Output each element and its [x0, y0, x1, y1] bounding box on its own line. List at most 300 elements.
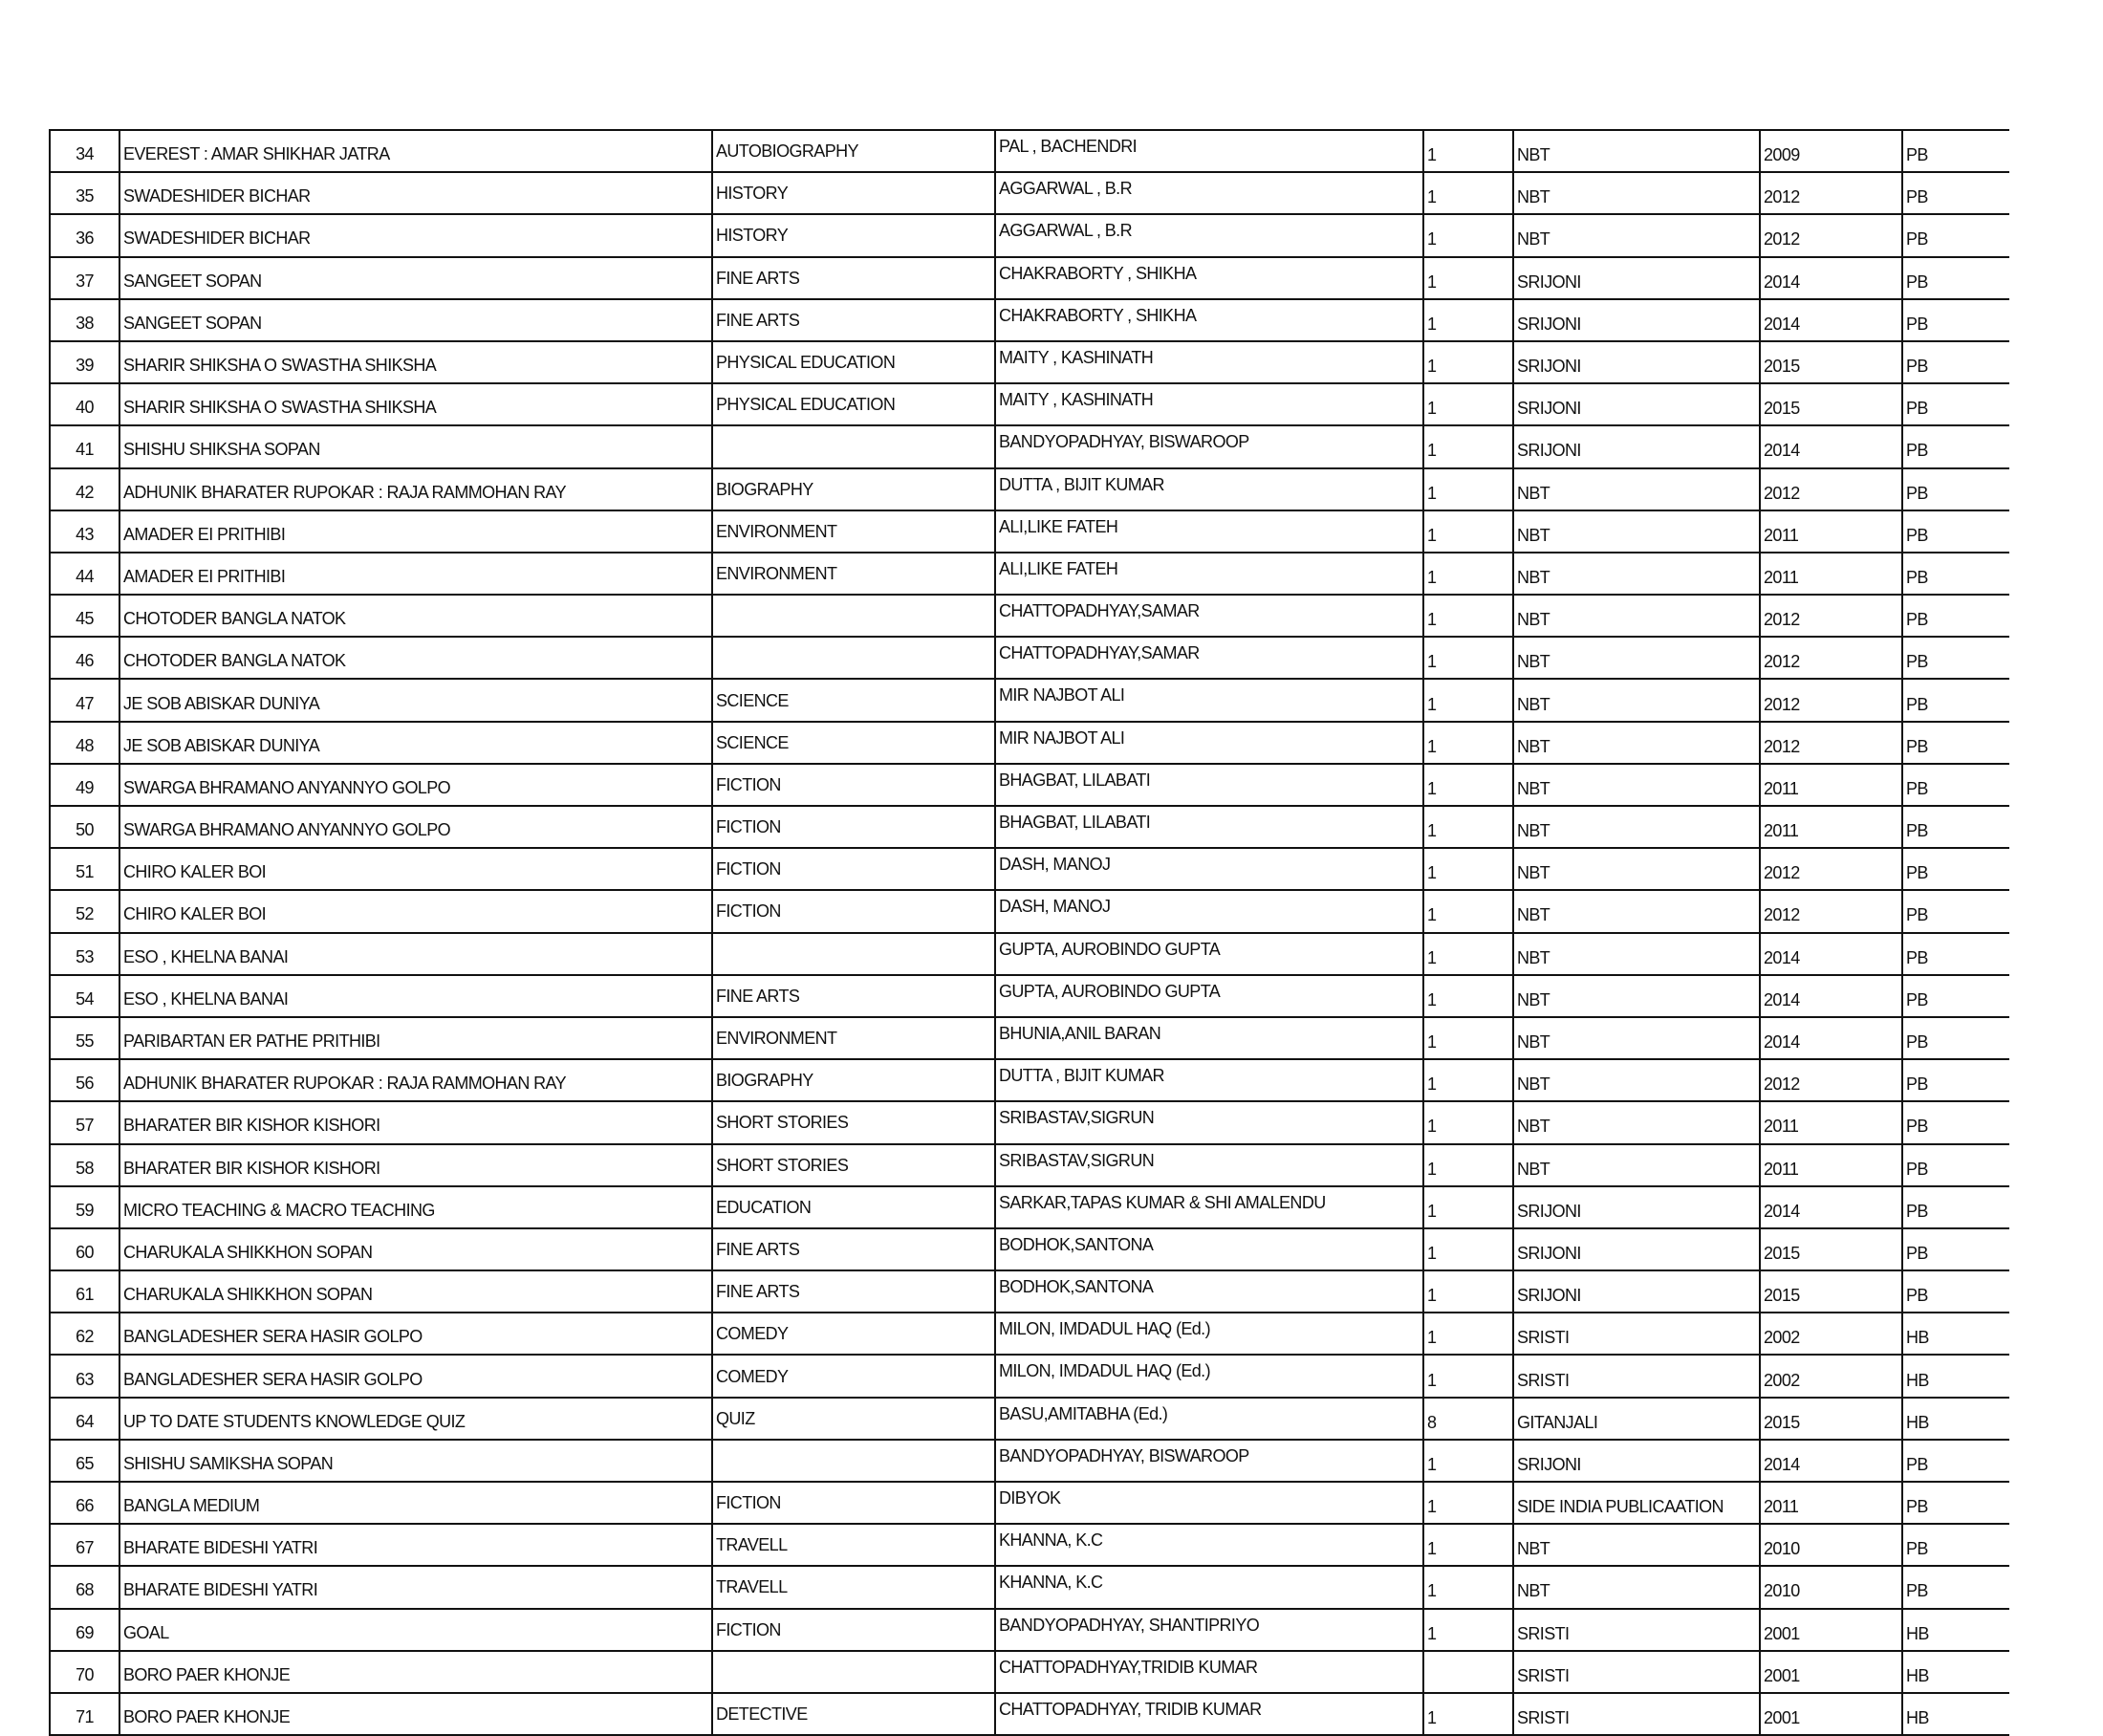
table-row — [50, 1144, 2009, 1186]
publisher-cell: NBT — [1513, 1101, 1760, 1143]
quantity-cell: 1 — [1423, 510, 1513, 553]
category-cell: PHYSICAL EDUCATION — [712, 341, 995, 383]
title-cell: BORO PAER KHONJE — [119, 1693, 712, 1735]
publisher-cell: NBT — [1513, 1059, 1760, 1101]
quantity-cell: 1 — [1423, 383, 1513, 425]
binding-cell: PB — [1902, 510, 2009, 553]
serial-number-cell: 47 — [50, 679, 119, 721]
publisher-cell: NBT — [1513, 595, 1760, 637]
author-cell: BHAGBAT, LILABATI — [995, 764, 1423, 806]
table-row — [50, 679, 2009, 721]
title-cell: ESO , KHELNA BANAI — [119, 975, 712, 1017]
category-cell: FICTION — [712, 848, 995, 890]
table-row — [50, 1017, 2009, 1059]
quantity-cell: 1 — [1423, 1144, 1513, 1186]
year-cell: 2014 — [1760, 1440, 1902, 1482]
author-cell: DUTTA , BIJIT KUMAR — [995, 468, 1423, 510]
serial-number-cell: 56 — [50, 1059, 119, 1101]
publisher-cell: SRIJONI — [1513, 383, 1760, 425]
table-row — [50, 1524, 2009, 1566]
author-cell: MAITY , KASHINATH — [995, 383, 1423, 425]
year-cell: 2014 — [1760, 933, 1902, 975]
title-cell: BHARATE BIDESHI YATRI — [119, 1566, 712, 1608]
year-cell: 2011 — [1760, 1482, 1902, 1524]
quantity-cell: 1 — [1423, 679, 1513, 721]
title-cell: BHARATE BIDESHI YATRI — [119, 1524, 712, 1566]
binding-cell: PB — [1902, 1186, 2009, 1228]
author-cell: MIR NAJBOT ALI — [995, 722, 1423, 764]
table-row — [50, 553, 2009, 595]
year-cell: 2012 — [1760, 637, 1902, 679]
publisher-cell: SRISTI — [1513, 1609, 1760, 1651]
title-cell: BANGLA MEDIUM — [119, 1482, 712, 1524]
publisher-cell: NBT — [1513, 510, 1760, 553]
quantity-cell: 1 — [1423, 1524, 1513, 1566]
publisher-cell: NBT — [1513, 172, 1760, 214]
category-cell: DETECTIVE — [712, 1693, 995, 1735]
quantity-cell: 1 — [1423, 1440, 1513, 1482]
year-cell: 2010 — [1760, 1566, 1902, 1608]
table-row — [50, 1482, 2009, 1524]
publisher-cell: SIDE INDIA PUBLICAATION — [1513, 1482, 1760, 1524]
category-cell: COMEDY — [712, 1355, 995, 1397]
author-cell: MILON, IMDADUL HAQ (Ed.) — [995, 1355, 1423, 1397]
quantity-cell: 1 — [1423, 595, 1513, 637]
year-cell: 2001 — [1760, 1651, 1902, 1693]
category-cell: FINE ARTS — [712, 1270, 995, 1313]
year-cell: 2001 — [1760, 1609, 1902, 1651]
publisher-cell: SRISTI — [1513, 1651, 1760, 1693]
serial-number-cell: 45 — [50, 595, 119, 637]
serial-number-cell: 52 — [50, 890, 119, 932]
publisher-cell: SRIJONI — [1513, 1186, 1760, 1228]
quantity-cell: 1 — [1423, 1101, 1513, 1143]
title-cell: SWADESHIDER BICHAR — [119, 172, 712, 214]
publisher-cell: NBT — [1513, 806, 1760, 848]
binding-cell: PB — [1902, 806, 2009, 848]
author-cell: SRIBASTAV,SIGRUN — [995, 1144, 1423, 1186]
publisher-cell: NBT — [1513, 1017, 1760, 1059]
quantity-cell: 1 — [1423, 1693, 1513, 1735]
publisher-cell: NBT — [1513, 890, 1760, 932]
table-row — [50, 806, 2009, 848]
table-row — [50, 214, 2009, 256]
category-cell: HISTORY — [712, 214, 995, 256]
binding-cell: PB — [1902, 257, 2009, 299]
category-cell: SHORT STORIES — [712, 1101, 995, 1143]
binding-cell: PB — [1902, 1440, 2009, 1482]
year-cell: 2015 — [1760, 383, 1902, 425]
author-cell: SARKAR,TAPAS KUMAR & SHI AMALENDU — [995, 1186, 1423, 1228]
quantity-cell: 1 — [1423, 890, 1513, 932]
quantity-cell: 1 — [1423, 975, 1513, 1017]
author-cell: CHATTOPADHYAY,SAMAR — [995, 637, 1423, 679]
category-cell: AUTOBIOGRAPHY — [712, 130, 995, 172]
serial-number-cell: 68 — [50, 1566, 119, 1608]
title-cell: SANGEET SOPAN — [119, 299, 712, 341]
year-cell: 2011 — [1760, 553, 1902, 595]
binding-cell: PB — [1902, 679, 2009, 721]
author-cell: DUTTA , BIJIT KUMAR — [995, 1059, 1423, 1101]
year-cell: 2011 — [1760, 510, 1902, 553]
title-cell: AMADER EI PRITHIBI — [119, 553, 712, 595]
table-body — [50, 130, 2009, 1735]
binding-cell: PB — [1902, 214, 2009, 256]
binding-cell: HB — [1902, 1693, 2009, 1735]
binding-cell: PB — [1902, 425, 2009, 467]
quantity-cell: 1 — [1423, 1059, 1513, 1101]
table-row — [50, 1440, 2009, 1482]
binding-cell: PB — [1902, 1270, 2009, 1313]
binding-cell: PB — [1902, 1228, 2009, 1270]
serial-number-cell: 44 — [50, 553, 119, 595]
year-cell: 2002 — [1760, 1355, 1902, 1397]
year-cell: 2014 — [1760, 257, 1902, 299]
year-cell: 2012 — [1760, 679, 1902, 721]
year-cell: 2012 — [1760, 848, 1902, 890]
table-row — [50, 1693, 2009, 1735]
table-row — [50, 890, 2009, 932]
table-row — [50, 1398, 2009, 1440]
publisher-cell: SRIJONI — [1513, 1440, 1760, 1482]
author-cell: MIR NAJBOT ALI — [995, 679, 1423, 721]
binding-cell: PB — [1902, 975, 2009, 1017]
year-cell: 2009 — [1760, 130, 1902, 172]
quantity-cell: 1 — [1423, 425, 1513, 467]
table-row — [50, 1270, 2009, 1313]
title-cell: SWARGA BHRAMANO ANYANNYO GOLPO — [119, 764, 712, 806]
quantity-cell: 1 — [1423, 468, 1513, 510]
table-row — [50, 1228, 2009, 1270]
year-cell: 2014 — [1760, 1186, 1902, 1228]
binding-cell: PB — [1902, 172, 2009, 214]
table-row — [50, 468, 2009, 510]
author-cell: MAITY , KASHINATH — [995, 341, 1423, 383]
serial-number-cell: 49 — [50, 764, 119, 806]
category-cell — [712, 595, 995, 637]
publisher-cell: NBT — [1513, 764, 1760, 806]
author-cell: KHANNA, K.C — [995, 1524, 1423, 1566]
publisher-cell: GITANJALI — [1513, 1398, 1760, 1440]
year-cell: 2014 — [1760, 975, 1902, 1017]
serial-number-cell: 35 — [50, 172, 119, 214]
author-cell: BODHOK,SANTONA — [995, 1228, 1423, 1270]
binding-cell: PB — [1902, 933, 2009, 975]
year-cell: 2010 — [1760, 1524, 1902, 1566]
author-cell: AGGARWAL , B.R — [995, 172, 1423, 214]
binding-cell: PB — [1902, 764, 2009, 806]
year-cell: 2012 — [1760, 722, 1902, 764]
author-cell: SRIBASTAV,SIGRUN — [995, 1101, 1423, 1143]
quantity-cell: 1 — [1423, 1482, 1513, 1524]
publisher-cell: SRIJONI — [1513, 341, 1760, 383]
table-row — [50, 1609, 2009, 1651]
table-row — [50, 1313, 2009, 1355]
publisher-cell: SRIJONI — [1513, 299, 1760, 341]
author-cell: PAL , BACHENDRI — [995, 130, 1423, 172]
table-row — [50, 1355, 2009, 1397]
serial-number-cell: 51 — [50, 848, 119, 890]
publisher-cell: SRISTI — [1513, 1355, 1760, 1397]
publisher-cell: NBT — [1513, 130, 1760, 172]
title-cell: BHARATER BIR KISHOR KISHORI — [119, 1144, 712, 1186]
title-cell: CHOTODER BANGLA NATOK — [119, 595, 712, 637]
binding-cell: HB — [1902, 1398, 2009, 1440]
category-cell: EDUCATION — [712, 1186, 995, 1228]
table-row — [50, 341, 2009, 383]
serial-number-cell: 64 — [50, 1398, 119, 1440]
year-cell: 2001 — [1760, 1693, 1902, 1735]
quantity-cell: 1 — [1423, 341, 1513, 383]
publisher-cell: SRISTI — [1513, 1693, 1760, 1735]
serial-number-cell: 58 — [50, 1144, 119, 1186]
author-cell: MILON, IMDADUL HAQ (Ed.) — [995, 1313, 1423, 1355]
table-row — [50, 637, 2009, 679]
binding-cell: PB — [1902, 1144, 2009, 1186]
title-cell: AMADER EI PRITHIBI — [119, 510, 712, 553]
title-cell: CHOTODER BANGLA NATOK — [119, 637, 712, 679]
publisher-cell: NBT — [1513, 848, 1760, 890]
binding-cell: PB — [1902, 890, 2009, 932]
binding-cell: PB — [1902, 1017, 2009, 1059]
serial-number-cell: 37 — [50, 257, 119, 299]
year-cell: 2012 — [1760, 1059, 1902, 1101]
quantity-cell: 1 — [1423, 1313, 1513, 1355]
publisher-cell: NBT — [1513, 933, 1760, 975]
year-cell: 2015 — [1760, 1398, 1902, 1440]
title-cell: JE SOB ABISKAR DUNIYA — [119, 722, 712, 764]
serial-number-cell: 48 — [50, 722, 119, 764]
table-row — [50, 130, 2009, 172]
title-cell: BORO PAER KHONJE — [119, 1651, 712, 1693]
year-cell: 2012 — [1760, 468, 1902, 510]
binding-cell: PB — [1902, 130, 2009, 172]
quantity-cell: 1 — [1423, 1228, 1513, 1270]
title-cell: SWADESHIDER BICHAR — [119, 214, 712, 256]
title-cell: SANGEET SOPAN — [119, 257, 712, 299]
serial-number-cell: 71 — [50, 1693, 119, 1735]
quantity-cell: 1 — [1423, 764, 1513, 806]
serial-number-cell: 50 — [50, 806, 119, 848]
category-cell: PHYSICAL EDUCATION — [712, 383, 995, 425]
table-row — [50, 722, 2009, 764]
table-row — [50, 172, 2009, 214]
quantity-cell: 1 — [1423, 1566, 1513, 1608]
binding-cell: HB — [1902, 1355, 2009, 1397]
binding-cell: PB — [1902, 1059, 2009, 1101]
quantity-cell: 1 — [1423, 1355, 1513, 1397]
author-cell: AGGARWAL , B.R — [995, 214, 1423, 256]
binding-cell: PB — [1902, 468, 2009, 510]
author-cell: KHANNA, K.C — [995, 1566, 1423, 1608]
table-row — [50, 848, 2009, 890]
category-cell: TRAVELL — [712, 1524, 995, 1566]
title-cell: CHIRO KALER BOI — [119, 848, 712, 890]
author-cell: BASU,AMITABHA (Ed.) — [995, 1398, 1423, 1440]
title-cell: CHARUKALA SHIKKHON SOPAN — [119, 1228, 712, 1270]
quantity-cell: 1 — [1423, 1609, 1513, 1651]
serial-number-cell: 69 — [50, 1609, 119, 1651]
binding-cell: PB — [1902, 848, 2009, 890]
publisher-cell: SRIJONI — [1513, 1228, 1760, 1270]
quantity-cell: 1 — [1423, 722, 1513, 764]
serial-number-cell: 57 — [50, 1101, 119, 1143]
binding-cell: PB — [1902, 595, 2009, 637]
publisher-cell: SRISTI — [1513, 1313, 1760, 1355]
title-cell: UP TO DATE STUDENTS KNOWLEDGE QUIZ — [119, 1398, 712, 1440]
table-row — [50, 764, 2009, 806]
serial-number-cell: 62 — [50, 1313, 119, 1355]
category-cell — [712, 1651, 995, 1693]
title-cell: PARIBARTAN ER PATHE PRITHIBI — [119, 1017, 712, 1059]
category-cell: SCIENCE — [712, 679, 995, 721]
serial-number-cell: 54 — [50, 975, 119, 1017]
title-cell: EVEREST : AMAR SHIKHAR JATRA — [119, 130, 712, 172]
title-cell: BHARATER BIR KISHOR KISHORI — [119, 1101, 712, 1143]
category-cell: HISTORY — [712, 172, 995, 214]
publisher-cell: NBT — [1513, 679, 1760, 721]
table-row — [50, 975, 2009, 1017]
title-cell: CHIRO KALER BOI — [119, 890, 712, 932]
publisher-cell: SRIJONI — [1513, 425, 1760, 467]
title-cell: BANGLADESHER SERA HASIR GOLPO — [119, 1355, 712, 1397]
category-cell — [712, 425, 995, 467]
binding-cell: PB — [1902, 341, 2009, 383]
quantity-cell: 1 — [1423, 637, 1513, 679]
category-cell: SHORT STORIES — [712, 1144, 995, 1186]
author-cell: CHATTOPADHYAY,SAMAR — [995, 595, 1423, 637]
author-cell: DASH, MANOJ — [995, 848, 1423, 890]
year-cell: 2002 — [1760, 1313, 1902, 1355]
publisher-cell: SRIJONI — [1513, 257, 1760, 299]
quantity-cell: 8 — [1423, 1398, 1513, 1440]
quantity-cell: 1 — [1423, 257, 1513, 299]
quantity-cell: 1 — [1423, 214, 1513, 256]
title-cell: ESO , KHELNA BANAI — [119, 933, 712, 975]
year-cell: 2012 — [1760, 595, 1902, 637]
binding-cell: HB — [1902, 1313, 2009, 1355]
author-cell: GUPTA, AUROBINDO GUPTA — [995, 933, 1423, 975]
binding-cell: PB — [1902, 1482, 2009, 1524]
publisher-cell: NBT — [1513, 722, 1760, 764]
binding-cell: PB — [1902, 722, 2009, 764]
category-cell: BIOGRAPHY — [712, 1059, 995, 1101]
year-cell: 2012 — [1760, 890, 1902, 932]
table-row — [50, 425, 2009, 467]
serial-number-cell: 38 — [50, 299, 119, 341]
quantity-cell: 1 — [1423, 933, 1513, 975]
category-cell — [712, 1440, 995, 1482]
quantity-cell: 1 — [1423, 299, 1513, 341]
serial-number-cell: 63 — [50, 1355, 119, 1397]
serial-number-cell: 46 — [50, 637, 119, 679]
binding-cell: PB — [1902, 1524, 2009, 1566]
serial-number-cell: 41 — [50, 425, 119, 467]
year-cell: 2015 — [1760, 341, 1902, 383]
author-cell: BHUNIA,ANIL BARAN — [995, 1017, 1423, 1059]
category-cell: FINE ARTS — [712, 975, 995, 1017]
quantity-cell: 1 — [1423, 130, 1513, 172]
year-cell: 2015 — [1760, 1270, 1902, 1313]
serial-number-cell: 59 — [50, 1186, 119, 1228]
category-cell: COMEDY — [712, 1313, 995, 1355]
publisher-cell: NBT — [1513, 1144, 1760, 1186]
year-cell: 2011 — [1760, 806, 1902, 848]
quantity-cell: 1 — [1423, 806, 1513, 848]
title-cell: ADHUNIK BHARATER RUPOKAR : RAJA RAMMOHAN RAY — [119, 1059, 712, 1101]
table-row — [50, 299, 2009, 341]
author-cell: GUPTA, AUROBINDO GUPTA — [995, 975, 1423, 1017]
quantity-cell: 1 — [1423, 1017, 1513, 1059]
category-cell: FINE ARTS — [712, 257, 995, 299]
year-cell: 2015 — [1760, 1228, 1902, 1270]
table-row — [50, 1059, 2009, 1101]
title-cell: JE SOB ABISKAR DUNIYA — [119, 679, 712, 721]
author-cell: CHAKRABORTY , SHIKHA — [995, 257, 1423, 299]
quantity-cell: 1 — [1423, 553, 1513, 595]
author-cell: BANDYOPADHYAY, SHANTIPRIYO — [995, 1609, 1423, 1651]
category-cell: ENVIRONMENT — [712, 510, 995, 553]
publisher-cell: NBT — [1513, 468, 1760, 510]
binding-cell: HB — [1902, 1609, 2009, 1651]
serial-number-cell: 34 — [50, 130, 119, 172]
category-cell: FINE ARTS — [712, 1228, 995, 1270]
table-row — [50, 595, 2009, 637]
serial-number-cell: 42 — [50, 468, 119, 510]
category-cell: FICTION — [712, 1609, 995, 1651]
category-cell — [712, 933, 995, 975]
title-cell: SWARGA BHRAMANO ANYANNYO GOLPO — [119, 806, 712, 848]
serial-number-cell: 40 — [50, 383, 119, 425]
binding-cell: PB — [1902, 383, 2009, 425]
category-cell: FICTION — [712, 1482, 995, 1524]
year-cell: 2014 — [1760, 299, 1902, 341]
publisher-cell: NBT — [1513, 1566, 1760, 1608]
serial-number-cell: 39 — [50, 341, 119, 383]
year-cell: 2011 — [1760, 764, 1902, 806]
category-cell: SCIENCE — [712, 722, 995, 764]
title-cell: SHISHU SHIKSHA SOPAN — [119, 425, 712, 467]
year-cell: 2012 — [1760, 172, 1902, 214]
publisher-cell: NBT — [1513, 214, 1760, 256]
category-cell: ENVIRONMENT — [712, 553, 995, 595]
table-row — [50, 1186, 2009, 1228]
binding-cell: PB — [1902, 1101, 2009, 1143]
category-cell: FICTION — [712, 764, 995, 806]
title-cell: ADHUNIK BHARATER RUPOKAR : RAJA RAMMOHAN RAY — [119, 468, 712, 510]
author-cell: BHAGBAT, LILABATI — [995, 806, 1423, 848]
title-cell: SHARIR SHIKSHA O SWASTHA SHIKSHA — [119, 341, 712, 383]
author-cell: ALI,LIKE FATEH — [995, 510, 1423, 553]
year-cell: 2014 — [1760, 1017, 1902, 1059]
table-row — [50, 1101, 2009, 1143]
title-cell: BANGLADESHER SERA HASIR GOLPO — [119, 1313, 712, 1355]
title-cell: GOAL — [119, 1609, 712, 1651]
author-cell: DIBYOK — [995, 1482, 1423, 1524]
year-cell: 2011 — [1760, 1101, 1902, 1143]
serial-number-cell: 53 — [50, 933, 119, 975]
binding-cell: HB — [1902, 1651, 2009, 1693]
category-cell: FICTION — [712, 806, 995, 848]
title-cell: SHARIR SHIKSHA O SWASTHA SHIKSHA — [119, 383, 712, 425]
serial-number-cell: 36 — [50, 214, 119, 256]
serial-number-cell: 43 — [50, 510, 119, 553]
quantity-cell: 1 — [1423, 1186, 1513, 1228]
category-cell: QUIZ — [712, 1398, 995, 1440]
publisher-cell: NBT — [1513, 553, 1760, 595]
book-list-table — [49, 129, 2009, 1736]
year-cell: 2014 — [1760, 425, 1902, 467]
